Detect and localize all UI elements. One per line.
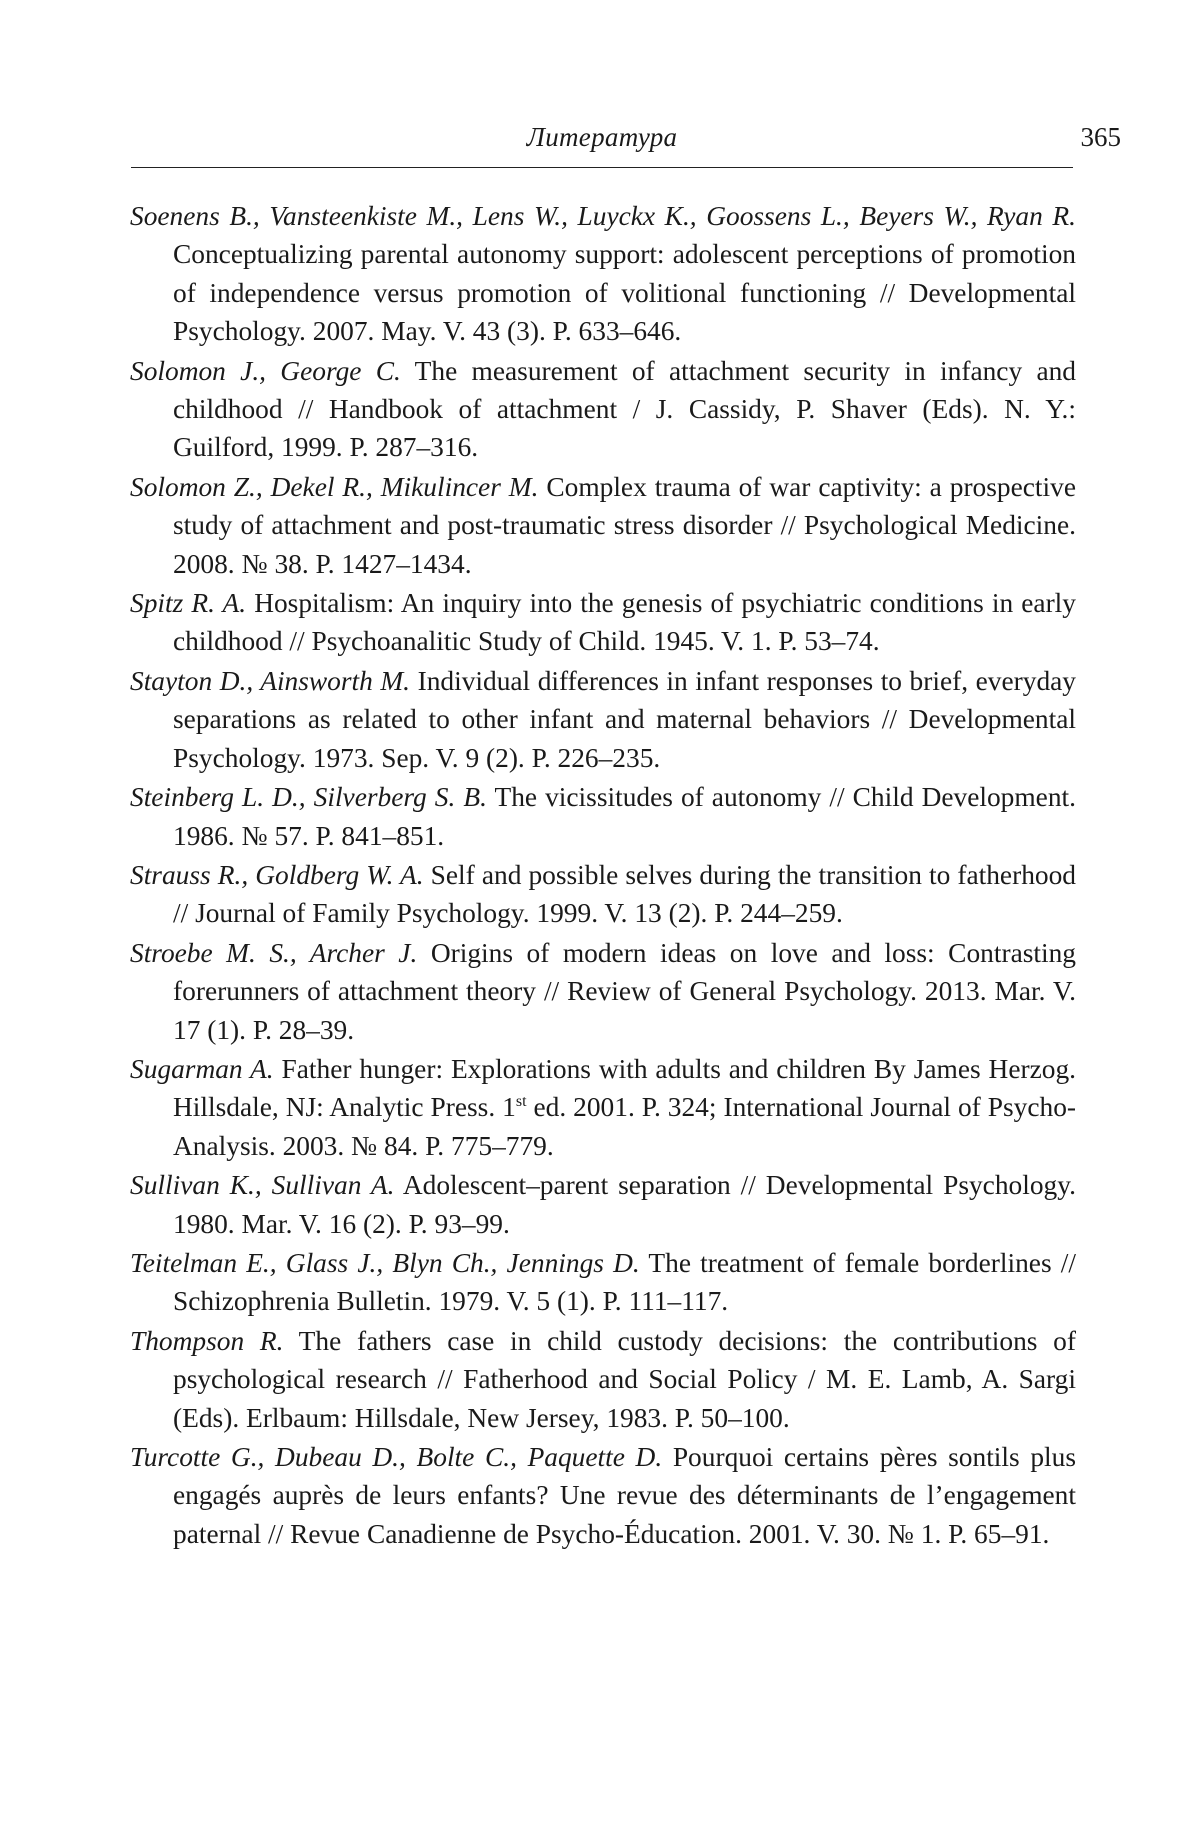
reference-entry bbox=[130, 662, 1076, 777]
reference-text: Complex trauma of war captivity: a prospective study of attachment and post-traumatic stress disorder // Psychological Medicine. 2008. № 38. P. 1427–1434. bbox=[173, 471, 1076, 579]
reference-text: Origins of modern ideas on love and loss: Contrasting forerunners of attachment theory // Review of General Psychology. 2013. Mar. V. 17 (1). P. 28–39. bbox=[173, 937, 1076, 1045]
reference-text: The fathers case in child custody decisions: the contributions of psychological research // Fatherhood and Social Policy / M. E. Lamb, A. Sargi (Eds). Erlbaum: Hillsdale, New Jersey, 1983. P. 50–100. bbox=[173, 1325, 1076, 1433]
reference-text: Hospitalism: An inquiry into the genesis of psychiatric conditions in early childhood // Psychoanalitic Study of Child. 1945. V. 1. P. 53–74. bbox=[173, 588, 1076, 657]
reference-entry bbox=[130, 468, 1076, 583]
reference-text: Pourquoi certains pères sontils plus engagés auprès de leurs enfants? Une revue des déterminants de l’engagement paternal // Revue Canadienne de Psycho-Éducation. 2001. V. 30. № 1. P. 65–91. bbox=[173, 1442, 1076, 1549]
reference-text: Adolescent–parent separation // Developmental Psychology. 1980. Mar. V. 16 (2). P. 93–99. bbox=[173, 1170, 1076, 1239]
reference-authors: Turcotte G., Dubeau D., Bolte C., Paquette D. bbox=[130, 1442, 663, 1472]
header-rule bbox=[131, 167, 1073, 168]
reference-authors: Strauss R., Goldberg W. A. bbox=[130, 859, 424, 890]
reference-text: The measurement of attachment security in infancy and childhood // Handbook of attachment / J. Cassidy, P. Shaver (Eds). N. Y.: Guilford, 1999. P. 287–316. bbox=[173, 355, 1076, 463]
reference-entry bbox=[130, 934, 1076, 1049]
reference-text: The vicissitudes of autonomy // Child Development. 1986. № 57. P. 841–851. bbox=[173, 782, 1076, 851]
reference-authors: Solomon J., George C. bbox=[130, 355, 401, 386]
reference-authors: Sullivan K., Sullivan A. bbox=[130, 1170, 395, 1201]
reference-entry bbox=[130, 856, 1076, 933]
reference-list bbox=[130, 197, 1076, 1554]
reference-entry bbox=[130, 197, 1076, 351]
reference-text: Father hunger: Explorations with adults and children By James Herzog. Hillsdale, NJ: Analytic Press. 1 bbox=[173, 1053, 1077, 1123]
reference-text-continued: ed. 2001. P. 324; International Journal of Psycho-Analysis. 2003. № 84. P. 775–779. bbox=[173, 1092, 1077, 1161]
reference-entry bbox=[130, 352, 1076, 467]
reference-entry bbox=[130, 778, 1076, 855]
reference-text: The treatment of female borderlines // Schizophrenia Bulletin. 1979. V. 5 (1). P. 111–117. bbox=[173, 1247, 1076, 1317]
ordinal-superscript: st bbox=[515, 1093, 527, 1111]
reference-authors: Steinberg L. D., Silverberg S. B. bbox=[130, 782, 487, 813]
running-title: Литература bbox=[526, 122, 678, 152]
reference-entry bbox=[130, 584, 1076, 661]
running-header bbox=[131, 108, 1121, 168]
reference-authors: Stroebe M. S., Archer J. bbox=[130, 937, 418, 968]
reference-authors: Teitelman E., Glass J., Blyn Ch., Jennings D. bbox=[130, 1247, 640, 1278]
reference-text: Self and possible selves during the transition to fatherhood // Journal of Family Psychology. 1999. V. 13 (2). P. 244–259. bbox=[173, 859, 1076, 929]
page-number: 365 bbox=[1080, 122, 1121, 152]
reference-authors: Thompson R. bbox=[130, 1325, 284, 1356]
reference-entry bbox=[130, 1244, 1076, 1321]
reference-authors: Soenens B., Vansteenkiste M., Lens W., Luyckx K., Goossens L., Beyers W., Ryan R. bbox=[130, 201, 1076, 231]
reference-entry bbox=[130, 1050, 1076, 1165]
reference-authors: Solomon Z., Dekel R., Mikulincer M. bbox=[130, 471, 539, 502]
reference-authors: Stayton D., Ainsworth M. bbox=[130, 665, 411, 696]
reference-authors: Spitz R. A. bbox=[130, 588, 247, 619]
reference-entry bbox=[130, 1438, 1076, 1553]
reference-text: Conceptualizing parental autonomy support: adolescent perceptions of promotion of independence versus promotion of volitional functioning // Developmental Psychology. 2007. May. V. 43 (3). P. 633–646. bbox=[173, 239, 1076, 347]
reference-entry bbox=[130, 1166, 1076, 1243]
reference-text: Individual differences in infant responses to brief, everyday separations as related to other infant and maternal behaviors // Developmental Psychology. 1973. Sep. V. 9 (2). P. 226–235. bbox=[173, 665, 1076, 773]
reference-entry bbox=[130, 1322, 1076, 1437]
reference-authors: Sugarman A. bbox=[130, 1053, 274, 1084]
